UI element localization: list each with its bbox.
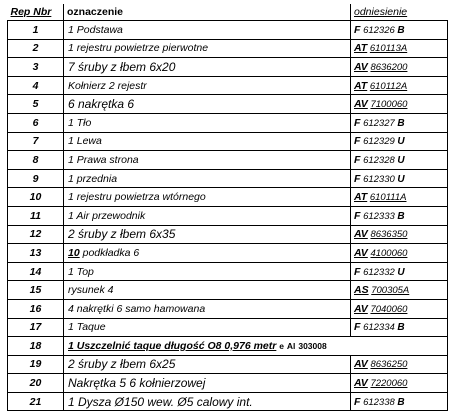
table-row [8, 244, 448, 263]
cell-oznaczenie [64, 299, 351, 318]
cell-odniesienie [351, 58, 448, 77]
desc-text: Kołnierz 2 rejestr [68, 79, 147, 92]
table-row [8, 21, 448, 40]
header-row [8, 4, 448, 21]
cell-odniesienie [351, 299, 448, 318]
ref-prefix: AV [354, 302, 368, 315]
ref-suffix: B [397, 396, 405, 408]
desc-text: 1 Lewa [68, 135, 102, 148]
cell-odniesienie [351, 206, 448, 225]
ref-code: 7100060 [370, 99, 408, 111]
cell-oznaczenie [64, 113, 351, 132]
table-row [8, 132, 448, 151]
table-row [8, 76, 448, 95]
cell-odniesienie [351, 392, 448, 411]
cell-nr: 13 [8, 244, 64, 263]
cell-nr: 20 [8, 374, 64, 393]
ref-suffix: U [397, 266, 405, 278]
ref-prefix: AV [354, 377, 368, 390]
ref-code: 4100060 [370, 247, 408, 259]
cell-oznaczenie [64, 58, 351, 77]
ref-prefix: F [354, 265, 361, 278]
desc-text: 1 przednia [68, 172, 118, 185]
cell-odniesienie [351, 355, 448, 374]
cell-odniesienie [351, 39, 448, 58]
desc-text: 7 śruby z łbem 6x20 [68, 59, 176, 74]
ref-prefix: F [354, 116, 361, 129]
ref-suffix: U [397, 173, 405, 185]
cell-nr: 18 [8, 337, 64, 356]
table-row [8, 281, 448, 300]
table-row [8, 262, 448, 281]
cell-oznaczenie [64, 21, 351, 40]
cell-oznaczenie [64, 39, 351, 58]
cell-nr: 4 [8, 76, 64, 95]
cell-oznaczenie [64, 132, 351, 151]
table-row [8, 95, 448, 114]
cell-oznaczenie [64, 95, 351, 114]
table-row [8, 58, 448, 77]
ref-code: 612330 [363, 173, 395, 185]
ref-code: 8636200 [370, 61, 408, 73]
ref-code: 612334 [363, 322, 395, 334]
cell-oznaczenie [64, 355, 351, 374]
cell-odniesienie [351, 132, 448, 151]
ref-prefix: AV [354, 98, 368, 111]
ref-prefix: F [354, 153, 361, 166]
cell-nr: 16 [8, 299, 64, 318]
ref-suffix: U [397, 136, 405, 148]
ref-code: 7220060 [370, 378, 408, 390]
ref-suffix: B [397, 210, 405, 222]
cell-oznaczenie [64, 374, 351, 393]
table-row [8, 188, 448, 207]
table-row [8, 374, 448, 393]
desc-text: 2 śruby z łbem 6x25 [68, 357, 176, 372]
cell-nr: 19 [8, 355, 64, 374]
cell-oznaczenie [64, 169, 351, 188]
desc-main: 1 Uszczelnić taque długość O8 0,976 metr [68, 339, 277, 352]
header-rep-nbr: Rep Nbr [10, 6, 52, 18]
cell-odniesienie [351, 95, 448, 114]
cell-nr: 9 [8, 169, 64, 188]
table-row [8, 225, 448, 244]
desc-text: 1 rejestru powietrza wtórnego [68, 191, 206, 204]
desc-tail: e [279, 340, 284, 351]
desc-text: 1 Dysza Ø150 wew. Ø5 calowy int. [68, 394, 253, 409]
cell-odniesienie [351, 318, 448, 337]
table-row [8, 299, 448, 318]
cell-nr: 17 [8, 318, 64, 337]
ref-prefix: Al [286, 340, 296, 351]
ref-prefix: AV [354, 358, 368, 371]
cell-odniesienie [351, 188, 448, 207]
cell-odniesienie [351, 76, 448, 95]
desc-text: 1 Top [68, 265, 94, 278]
ref-prefix: AV [354, 228, 368, 241]
desc-prefix: 10 [68, 246, 80, 259]
desc-text: 1 Taque [68, 321, 106, 334]
cell-oznaczenie [64, 337, 448, 356]
table-row [8, 392, 448, 411]
header-cell-nr [8, 4, 64, 21]
cell-odniesienie [351, 169, 448, 188]
desc-text: Nakrętka 5 6 kołnierzowej [68, 376, 206, 391]
cell-oznaczenie [64, 244, 351, 263]
cell-odniesienie [351, 113, 448, 132]
cell-oznaczenie [64, 262, 351, 281]
parts-table [7, 4, 448, 411]
cell-oznaczenie [64, 188, 351, 207]
table-row [8, 318, 448, 337]
table-row [8, 169, 448, 188]
header-cell-odniesienie [351, 4, 448, 21]
ref-prefix: AT [354, 191, 368, 204]
cell-nr: 3 [8, 58, 64, 77]
table-row [8, 151, 448, 170]
ref-code: 612333 [363, 210, 395, 222]
desc-text: 2 śruby z łbem 6x35 [68, 227, 176, 242]
ref-prefix: F [354, 321, 361, 334]
ref-code: 612326 [363, 24, 395, 36]
cell-oznaczenie [64, 318, 351, 337]
ref-prefix: AV [354, 60, 368, 73]
desc-text: 6 nakrętka 6 [68, 97, 135, 112]
ref-suffix: B [397, 322, 405, 334]
ref-prefix: AS [354, 284, 369, 297]
cell-oznaczenie [64, 206, 351, 225]
desc-text: 1 Podstawa [68, 23, 123, 36]
cell-oznaczenie [64, 225, 351, 244]
cell-nr: 15 [8, 281, 64, 300]
ref-code: 8636250 [370, 359, 408, 371]
table-row [8, 355, 448, 374]
ref-code: 610111A [369, 192, 407, 204]
desc-text: 1 Air przewodnik [68, 209, 146, 222]
desc-text: podkładka 6 [79, 246, 140, 259]
cell-nr: 11 [8, 206, 64, 225]
cell-odniesienie [351, 225, 448, 244]
ref-code: 700305A [371, 285, 410, 297]
ref-code: 612328 [363, 154, 395, 166]
ref-code: 7040060 [370, 303, 408, 315]
cell-oznaczenie [64, 76, 351, 95]
ref-code: 612338 [363, 396, 395, 408]
cell-nr: 10 [8, 188, 64, 207]
ref-code: 8636350 [370, 229, 408, 241]
ref-suffix: B [397, 24, 405, 36]
desc-text: 1 rejestru powietrze pierwotne [68, 42, 209, 55]
cell-nr: 12 [8, 225, 64, 244]
cell-nr: 2 [8, 39, 64, 58]
cell-nr: 21 [8, 392, 64, 411]
header-odniesienie: odniesienie [354, 6, 408, 18]
cell-nr: 1 [8, 21, 64, 40]
ref-prefix: F [354, 23, 361, 36]
ref-prefix: AT [354, 42, 368, 55]
cell-nr: 6 [8, 113, 64, 132]
cell-nr: 8 [8, 151, 64, 170]
desc-text: 1 Prawa strona [68, 153, 139, 166]
desc-text: 4 nakrętki 6 samo hamowana [68, 302, 206, 315]
parts-table-body [8, 21, 448, 411]
cell-oznaczenie [64, 151, 351, 170]
table-row [8, 39, 448, 58]
cell-nr: 5 [8, 95, 64, 114]
cell-oznaczenie [64, 281, 351, 300]
ref-prefix: F [354, 135, 361, 148]
ref-code: 610112A [369, 80, 408, 92]
table-row [8, 337, 448, 356]
table-row [8, 113, 448, 132]
ref-code: 610113A [369, 43, 408, 55]
table-row [8, 206, 448, 225]
desc-text: 1 Tło [68, 116, 92, 129]
header-cell-oznaczenie [64, 4, 351, 21]
ref-prefix: AV [354, 246, 368, 259]
cell-odniesienie [351, 374, 448, 393]
cell-odniesienie [351, 262, 448, 281]
cell-nr: 14 [8, 262, 64, 281]
ref-code: 303008 [298, 340, 327, 351]
ref-code: 612332 [363, 266, 395, 278]
ref-code: 612329 [363, 136, 395, 148]
ref-prefix: F [354, 172, 361, 185]
header-oznaczenie: oznaczenie [67, 6, 124, 18]
ref-prefix: AT [354, 79, 368, 92]
cell-odniesienie [351, 21, 448, 40]
cell-oznaczenie [64, 392, 351, 411]
ref-prefix: F [354, 395, 361, 408]
cell-odniesienie [351, 281, 448, 300]
cell-odniesienie [351, 244, 448, 263]
ref-suffix: B [397, 117, 405, 129]
ref-prefix: F [354, 209, 361, 222]
cell-odniesienie [351, 151, 448, 170]
ref-code: 612327 [363, 117, 395, 129]
desc-text: rysunek 4 [68, 284, 114, 297]
cell-nr: 7 [8, 132, 64, 151]
ref-suffix: U [397, 154, 405, 166]
